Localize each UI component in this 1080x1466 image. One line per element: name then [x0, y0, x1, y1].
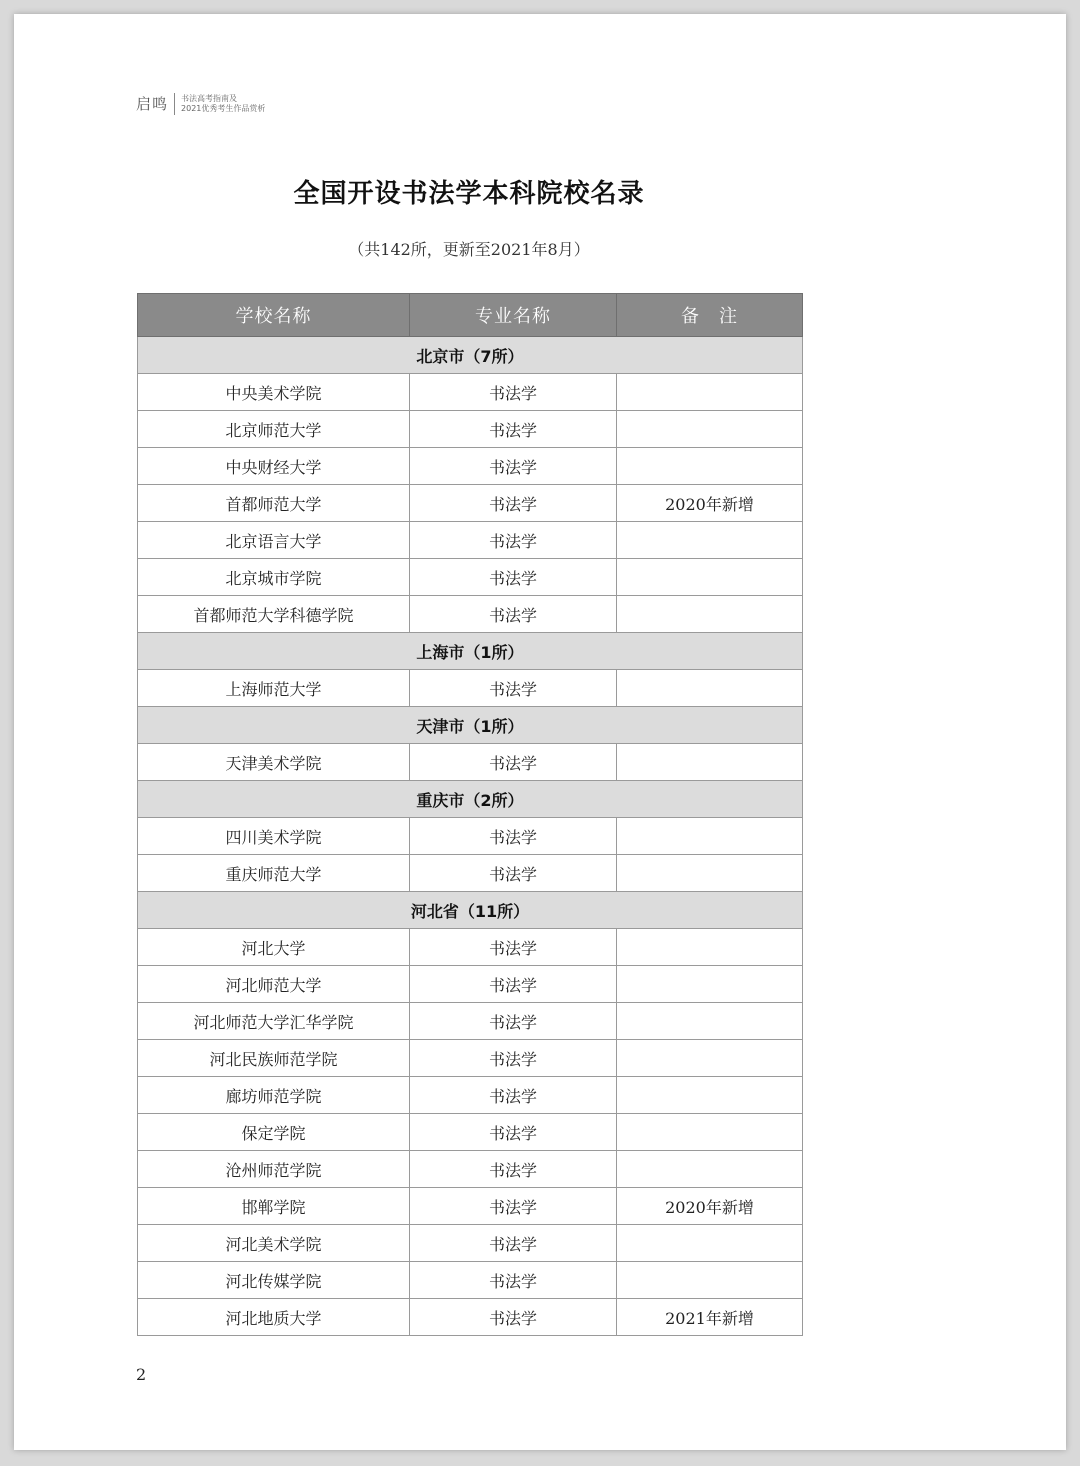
remarks-cell — [617, 374, 803, 411]
school-name-cell: 北京城市学院 — [138, 559, 410, 596]
table-row — [138, 744, 803, 781]
school-name-cell: 天津美术学院 — [138, 744, 410, 781]
major-name-cell: 书法学 — [410, 559, 617, 596]
remarks-cell — [617, 966, 803, 1003]
remarks-cell — [617, 929, 803, 966]
major-name-cell: 书法学 — [410, 411, 617, 448]
remarks-cell — [617, 596, 803, 633]
major-name-cell: 书法学 — [410, 744, 617, 781]
table-body — [138, 337, 803, 1336]
major-name-cell: 书法学 — [410, 522, 617, 559]
header-school-name: 学校名称 — [138, 294, 410, 337]
remarks-cell: 2020年新增 — [617, 1188, 803, 1225]
major-name-cell: 书法学 — [410, 374, 617, 411]
table-row — [138, 1299, 803, 1336]
school-name-cell: 北京师范大学 — [138, 411, 410, 448]
table-row — [138, 929, 803, 966]
table-row — [138, 1188, 803, 1225]
region-row — [138, 781, 803, 818]
school-name-cell: 廊坊师范学院 — [138, 1077, 410, 1114]
school-name-cell: 中央美术学院 — [138, 374, 410, 411]
remarks-cell: 2021年新增 — [617, 1299, 803, 1336]
school-name-cell: 河北民族师范学院 — [138, 1040, 410, 1077]
remarks-cell — [617, 1040, 803, 1077]
table-row — [138, 1114, 803, 1151]
table-row — [138, 1225, 803, 1262]
table-header-row — [138, 294, 803, 337]
page-title: 全国开设书法学本科院校名录 — [293, 179, 645, 209]
region-row — [138, 337, 803, 374]
remarks-cell — [617, 1114, 803, 1151]
book-subtitle — [175, 94, 265, 114]
school-name-cell: 上海师范大学 — [138, 670, 410, 707]
table-row — [138, 1151, 803, 1188]
major-name-cell: 书法学 — [410, 1151, 617, 1188]
table-row — [138, 411, 803, 448]
school-name-cell: 河北美术学院 — [138, 1225, 410, 1262]
remarks-cell — [617, 818, 803, 855]
school-name-cell: 保定学院 — [138, 1114, 410, 1151]
book-subtitle-line2: 2021优秀考生作品赏析 — [181, 104, 266, 113]
major-name-cell: 书法学 — [410, 1299, 617, 1336]
remarks-cell — [617, 1151, 803, 1188]
table-row — [138, 485, 803, 522]
major-name-cell: 书法学 — [410, 1040, 617, 1077]
region-label: 河北省（11所） — [138, 892, 803, 929]
page-subtitle: （共142所，更新至2021年8月） — [348, 240, 590, 259]
region-label: 北京市（7所） — [138, 337, 803, 374]
remarks-cell — [617, 1262, 803, 1299]
major-name-cell: 书法学 — [410, 966, 617, 1003]
table-row — [138, 1040, 803, 1077]
remarks-cell — [617, 522, 803, 559]
region-row — [138, 633, 803, 670]
remarks-cell — [617, 1225, 803, 1262]
school-name-cell: 河北地质大学 — [138, 1299, 410, 1336]
header-major-name: 专业名称 — [410, 294, 617, 337]
major-name-cell: 书法学 — [410, 485, 617, 522]
header-remarks: 备 注 — [617, 294, 803, 337]
major-name-cell: 书法学 — [410, 1003, 617, 1040]
remarks-cell — [617, 1003, 803, 1040]
school-name-cell: 首都师范大学科德学院 — [138, 596, 410, 633]
table-row — [138, 522, 803, 559]
school-name-cell: 中央财经大学 — [138, 448, 410, 485]
school-name-cell: 北京语言大学 — [138, 522, 410, 559]
table-row — [138, 670, 803, 707]
region-row — [138, 892, 803, 929]
table-row — [138, 448, 803, 485]
remarks-cell — [617, 855, 803, 892]
major-name-cell: 书法学 — [410, 1188, 617, 1225]
region-label: 上海市（1所） — [138, 633, 803, 670]
table-row — [138, 855, 803, 892]
remarks-cell — [617, 670, 803, 707]
table-row — [138, 1262, 803, 1299]
major-name-cell: 书法学 — [410, 448, 617, 485]
remarks-cell — [617, 559, 803, 596]
region-row — [138, 707, 803, 744]
major-name-cell: 书法学 — [410, 670, 617, 707]
school-name-cell: 河北大学 — [138, 929, 410, 966]
school-table — [137, 293, 803, 1336]
school-name-cell: 沧州师范学院 — [138, 1151, 410, 1188]
major-name-cell: 书法学 — [410, 818, 617, 855]
school-name-cell: 重庆师范大学 — [138, 855, 410, 892]
major-name-cell: 书法学 — [410, 1114, 617, 1151]
running-header — [136, 93, 265, 115]
book-brand: 启鸣 — [136, 93, 175, 115]
remarks-cell — [617, 411, 803, 448]
page-number: 2 — [136, 1365, 147, 1384]
major-name-cell: 书法学 — [410, 1077, 617, 1114]
major-name-cell: 书法学 — [410, 855, 617, 892]
region-label: 重庆市（2所） — [138, 781, 803, 818]
table-row — [138, 596, 803, 633]
major-name-cell: 书法学 — [410, 1262, 617, 1299]
remarks-cell — [617, 1077, 803, 1114]
school-name-cell: 河北传媒学院 — [138, 1262, 410, 1299]
table-row — [138, 818, 803, 855]
major-name-cell: 书法学 — [410, 1225, 617, 1262]
remarks-cell — [617, 448, 803, 485]
table-row — [138, 1003, 803, 1040]
remarks-cell — [617, 744, 803, 781]
school-name-cell: 邯郸学院 — [138, 1188, 410, 1225]
school-name-cell: 河北师范大学汇华学院 — [138, 1003, 410, 1040]
table-row — [138, 559, 803, 596]
major-name-cell: 书法学 — [410, 596, 617, 633]
remarks-cell: 2020年新增 — [617, 485, 803, 522]
table-row — [138, 1077, 803, 1114]
school-name-cell: 河北师范大学 — [138, 966, 410, 1003]
school-name-cell: 四川美术学院 — [138, 818, 410, 855]
school-name-cell: 首都师范大学 — [138, 485, 410, 522]
region-label: 天津市（1所） — [138, 707, 803, 744]
table-row — [138, 374, 803, 411]
table-row — [138, 966, 803, 1003]
book-subtitle-line1: 书法高考指南及 — [181, 94, 238, 103]
major-name-cell: 书法学 — [410, 929, 617, 966]
